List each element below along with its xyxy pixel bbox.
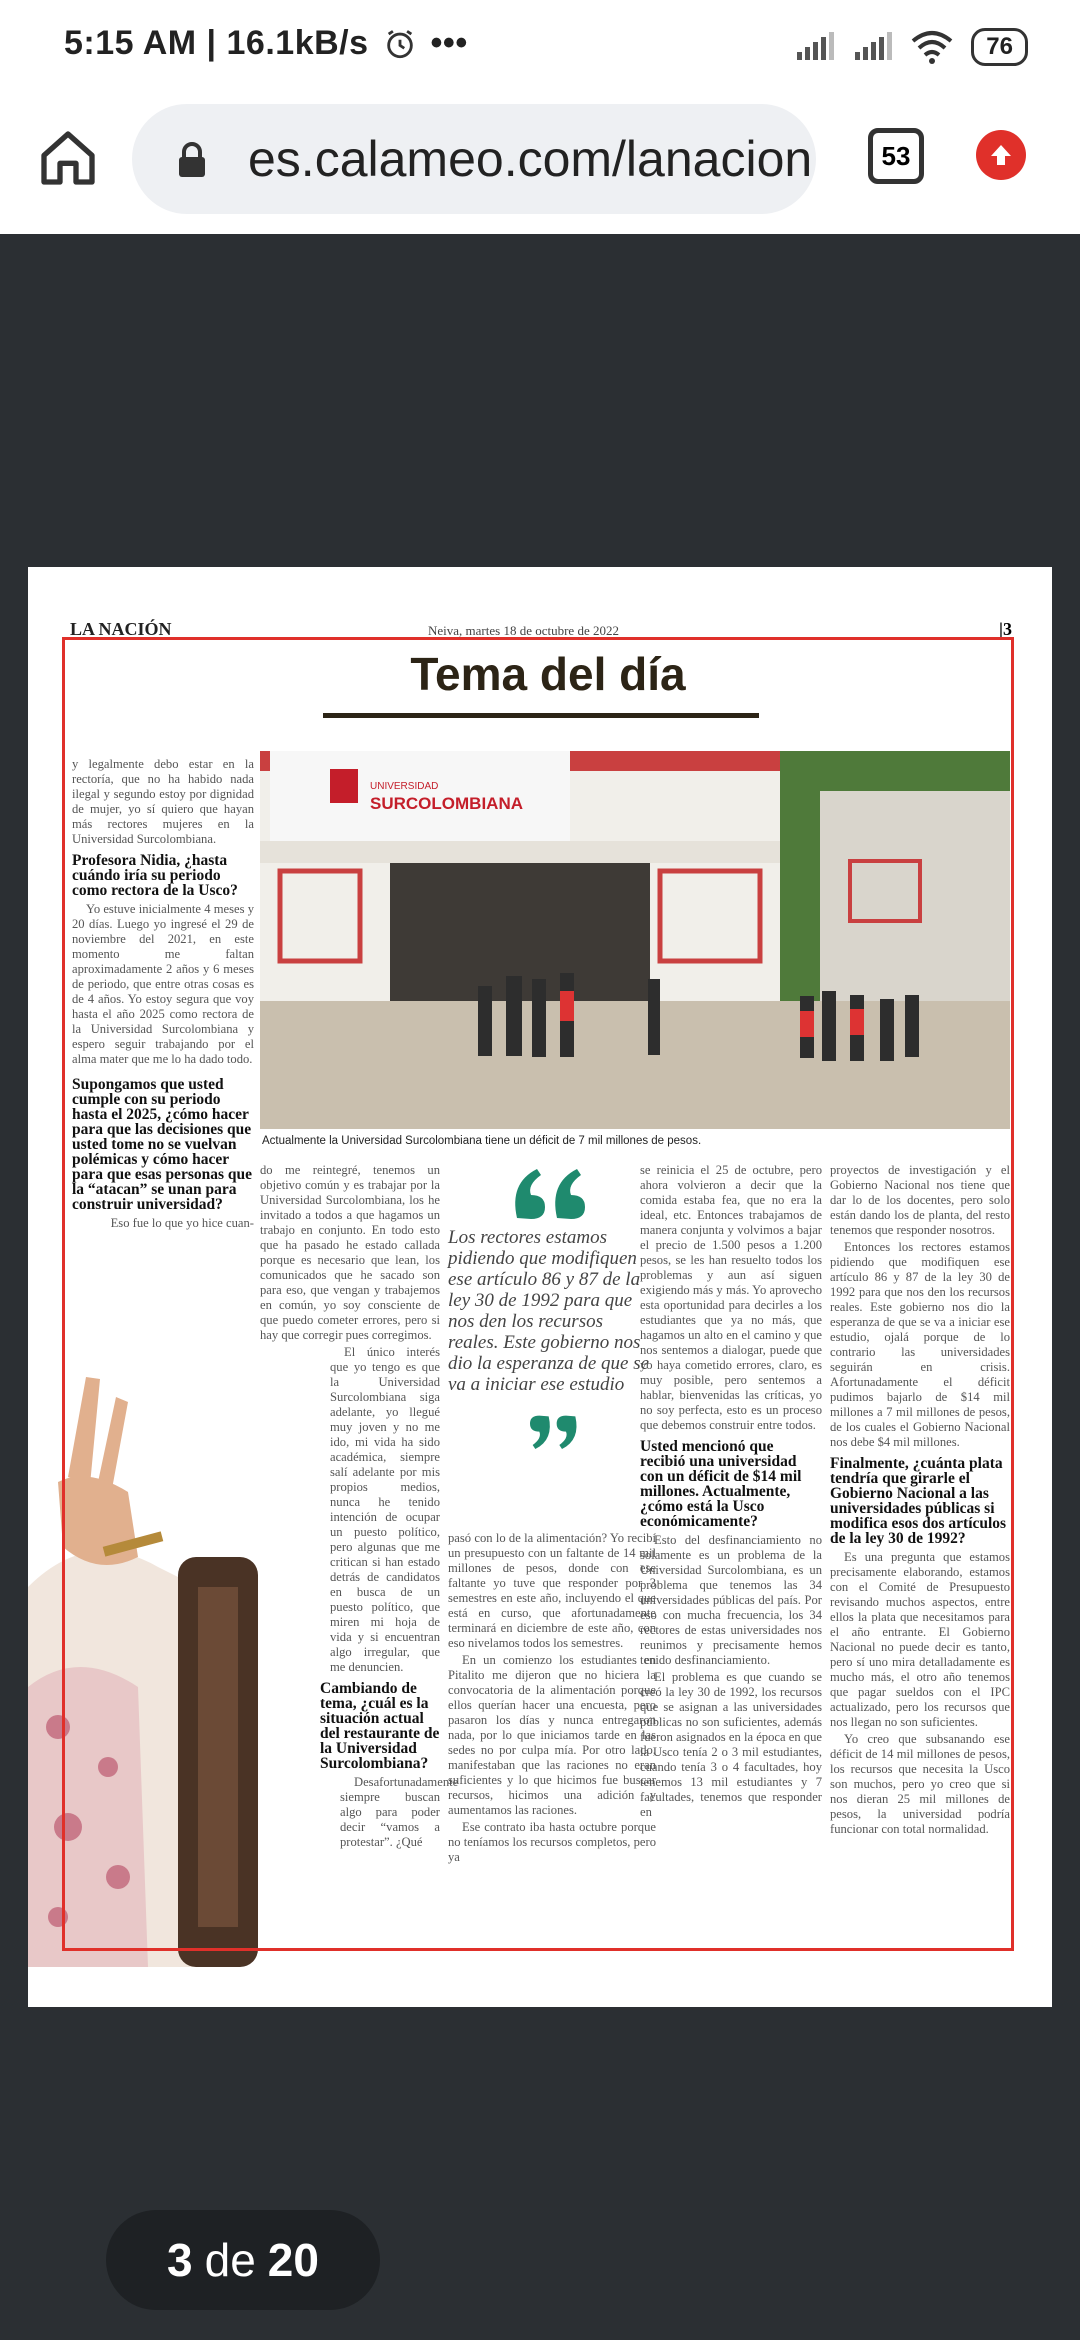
signal-icon [795,32,835,62]
page-separator: de [204,2234,256,2286]
status-left [64,24,468,63]
question-heading: Usted mencionó que recibió una universidad con un déficit de $14 mil millones. Actualmente, ¿cómo está la Usco económicamente? [640,1438,802,1530]
tab-switcher-button[interactable]: 53 [868,128,924,184]
status-right [795,28,1028,66]
paragraph: El único interés que yo tengo es que la Universidad Surcolombiana siga adelante, yo llegué muy joven y no me ido, mi vida ha sido académica, siempre salí adelante por mis propios medios, nunca he tenido intención de ocupar un puesto político, pero algunas que me critican si han estado detrás de candidatos en busca de un puesto político, que miren mi hoja de vida y si encuentran algo irregular, que me denuncien. [330,1345,440,1674]
lock-icon [176,142,208,178]
url-text[interactable]: es.calameo.com/lanacion [248,131,813,187]
photo-caption: Actualmente la Universidad Surcolombiana tiene un déficit de 7 mil millones de pesos. [262,1135,702,1147]
question-heading: Finalmente, ¿cuánta plata tendría que girarle el Gobierno Nacional a las universidades públicas si modifica esos dos artículos de la ley 30 de 1992? [830,1455,1007,1547]
paragraph: Ese contrato iba hasta octubre porque no teníamos los recursos completos, pero ya [448,1820,656,1864]
browser-toolbar [0,96,1080,235]
paragraph: se reinicia el 25 de octubre, pero ahora volvieron a decir que la comida estaba fea, que no era la ideal, etc. Entonces trabajamos de manera conjunta y volvimos a bajar el precio de 1.500 pesos a 1.200 pesos, se les han resuelto todos los problemas y aun así siguen exigiendo más y más. Yo aprovecho esta oportunidad para decirles a los estudiantes que ya no más, que hagamos un alto en el camino y que nos sentemos a dialogar, puede que yo haya cometido errores, claro, es muy posible, pero sentemos a hablar, bienvenidas las críticas, yo no soy perfecta, esto es un proceso que debemos construir entre todos. [640,1163,822,1432]
more-notifications-icon: ••• [430,24,468,62]
section-title: Tema del día [410,648,686,700]
paragraph: Esto del desfinanciamiento no solamente es un problema de la Universidad Surcolombiana, es un problema que tenemos las 34 universidades públicas del país. Por eso con mucha frecuencia, los 34 rectores de estas universidades nos reunimos y precisamente hemos tenido desfinanciamiento. [640,1533,822,1667]
paragraph: Yo estuve inicialmente 4 meses y 20 días. Luego yo ingresé el 29 de noviembre del 2021, en este momento me faltan aproximadamente 2 años y 6 meses de periodo, que entre otras cosas es de 4 años. Yo estoy segura que voy hasta el año 2025 como rectora de la Universidad Surcolombiana y espero seguir trabajando por el alma mater que me lo ha dado todo. [72,902,254,1066]
page-number: |3 [999,619,1012,639]
home-icon[interactable] [36,126,100,190]
sign-line-2: SURCOLOMBIANA [370,794,523,813]
paragraph: proyectos de investigación y el Gobierno Nacional nos tiene que dar lo de los docentes, pero solo están dando los de planta, del resto tenemos que responder nosotros. [830,1163,1010,1237]
upload-button[interactable] [976,130,1026,180]
battery-indicator: 76 [971,28,1028,66]
current-page: 3 [167,2234,193,2286]
paragraph: pasó con lo de la alimentación? Yo recibí un presupuesto con un faltante de 14 mil millones de pesos, donde con ese faltante yo tuve que responder por 3 semestres en este año, incluyendo el que está en curso, que afortunadamente terminará en diciembre de este año, con eso nivelamos todos los semestres. [448,1531,656,1650]
alarm-icon [383,27,417,61]
wifi-icon [911,30,953,64]
question-heading: Profesora Nidia, ¿hasta cuándo iría su periodo como rectora de la Usco? [72,852,238,899]
paragraph: El problema es que cuando se creó la ley 30 de 1992, los recursos que se asignan a las universidades públicas no son suficientes, además fueron asignados en la época en que la Usco tenía 2 o 3 mil estudiantes, cuando tenía 3 o 4 facultades, hoy tenemos 13 mil estudiantes y 7 facultades, tenemos que responder en [640,1670,822,1819]
paragraph: Eso fue lo que yo hice cuan- [110,1216,254,1230]
masthead: LA NACIÓN [70,619,172,639]
sign-line-1: UNIVERSIDAD [370,781,439,792]
paragraph: Entonces los rectores estamos pidiendo que modifiquen ese artículo 86 y 87 de la ley 30 de 1992 para que nos den los recursos reales. Este gobierno nos dio la esperanza de que se va a iniciar ese estudio, ojalá porque de lo contrario las universidades seguirán en crisis. Afortunadamente el déficit pudimos bajarlo de $14 mil millones a 7 mil millones de pesos, de los cuales el Gobierno Nacional nos debe $4 mil millones. [830,1240,1010,1449]
question-heading: Supongamos que usted cumple con su periodo hasta el 2025, ¿cómo hacer para que las decisiones que usted tome no se vuelvan polémicas y cómo hacer para que esas personas que la “atacan” se unan para construir universidad? [72,1076,252,1213]
total-pages: 20 [267,2234,319,2286]
paragraph: y legalmente debo estar en la rectoría, que no ha habido nada ilegal y segundo estoy por dignidad de mujer, yo sí quiero que hayan más rectores mujeres en la Universidad Surcolombiana. [72,757,254,846]
issue-date: Neiva, martes 18 de octubre de 2022 [428,623,619,638]
paragraph: do me reintegré, tenemos un objetivo común y es trabajar por la Universidad Surcolombiana, los he invitado a todos a que hagamos un trabajo en conjunto. En todo esto que ha pasado he estado callada porque es necesario que lean, los comunicados que he sacado son para eso, que vengan y trabajemos en común, yo soy consciente de que puedo cometer errores, pero si hay que corregir pues corregimos. [260,1163,440,1342]
question-heading: Cambiando de tema, ¿cuál es la situación actual del restaurante de la Universidad Surcolombiana? [320,1680,440,1772]
paragraph: Es una pregunta que estamos precisamente elaborando, estamos con el Comité de Presupuesto revisando muchos aspectos, entre ellos la plata que necesitamos para el año entrante. El Gobierno Nacional no puede decir es tanto, pero sí uno mira detalladamente es mucho más, el otro año tenemos que pagar sueldos con el IPC actualizado, pero los recursos que nos llegan no son suficientes. [830,1550,1010,1729]
paragraph: Yo creo que subsanando ese déficit de 14 mil millones de pesos, los recursos que necesita la Usco son muchos, pero yo creo que si nos dieran 25 mil millones de pesos, la universidad podría funcionar con total normalidad. [830,1732,1010,1836]
selection-highlight [62,637,1014,1951]
newspaper-page [28,567,1052,2007]
signal-2-icon [853,32,893,62]
quote-text: Los rectores estamos pidiendo que modifiquen ese artículo 86 y 87 de la ley 30 de 1992 para que nos den los recursos reales. Este gobierno nos dio la esperanza de que se va a iniciar ese estudio [448,1227,650,1395]
paragraph: Desafortunadamente siempre buscan algo para poder decir “vamos a protestar”. ¿Qué [340,1775,459,1849]
address-bar[interactable] [132,104,816,214]
time-and-speed: 5:15 AM | 16.1kB/s [64,24,369,62]
page-indicator [106,2210,380,2310]
status-bar [0,0,1080,96]
arrow-up-icon [987,141,1015,169]
paragraph: En un comienzo los estudiantes en Pitalito me dijeron que no hiciera la convocatoria de la alimentación porque ellos querían hacer una encuesta, pero pasaron los días y nunca entregaron nada, por lo que iniciamos tarde en las sedes no por culpa mía. Por otro lado, manifestaban que las raciones no eran suficientes y lo que hicimos fue buscar recursos, hicimos una adición y aumentamos las raciones. [448,1653,656,1817]
